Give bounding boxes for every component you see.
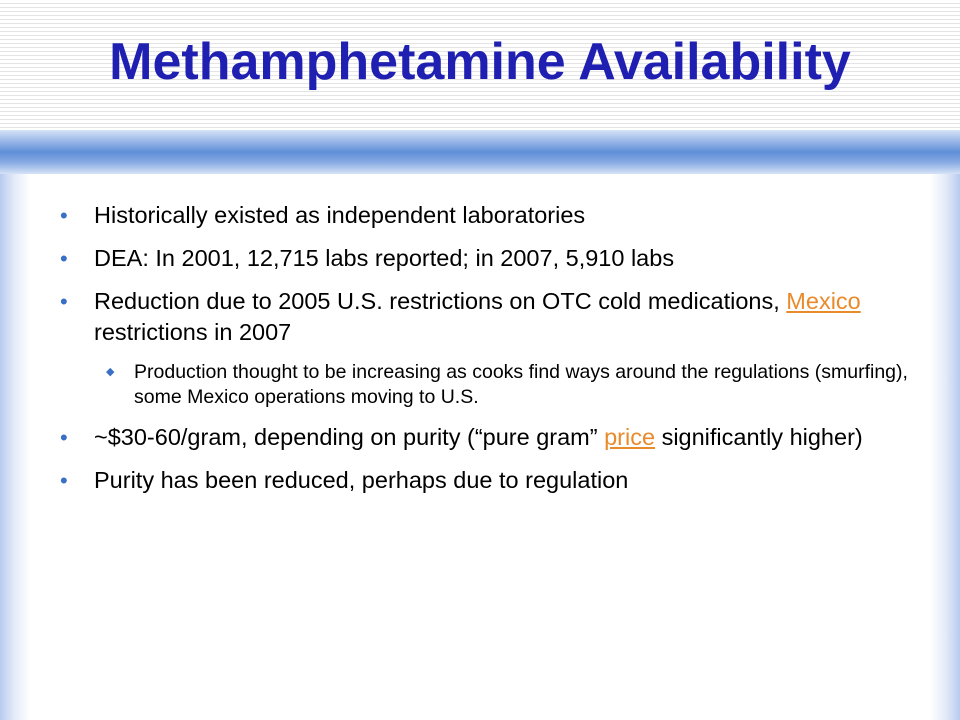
- bullet-text-before: ~$30-60/gram, depending on purity (“pure gram”: [94, 424, 605, 450]
- round-bullet-icon: •: [60, 203, 68, 228]
- slide-content: [60, 200, 920, 508]
- list-item: [60, 286, 920, 410]
- list-item: [60, 465, 920, 496]
- round-bullet-icon: •: [60, 425, 68, 450]
- bullet-text: Historically existed as independent laboratories: [94, 202, 586, 228]
- bullet-text: DEA: In 2001, 12,715 labs reported; in 2007, 5,910 labs: [94, 245, 675, 271]
- sub-bullet-text: Production thought to be increasing as cooks find ways around the regulations (smurfing), some Mexico operations moving to U.S.: [134, 361, 908, 408]
- round-bullet-icon: •: [60, 289, 68, 314]
- round-bullet-icon: •: [60, 468, 68, 493]
- sub-bullet-list: [94, 360, 920, 410]
- diamond-bullet-icon: ◆: [106, 366, 115, 378]
- sub-list-item: [94, 360, 920, 410]
- round-bullet-icon: •: [60, 246, 68, 271]
- bullet-text-after: significantly higher): [655, 424, 863, 450]
- price-link[interactable]: price: [604, 424, 656, 450]
- list-item: [60, 422, 920, 453]
- bullet-text-after: restrictions in 2007: [94, 319, 292, 345]
- bullet-text: Purity has been reduced, perhaps due to regulation: [94, 467, 629, 493]
- list-item: [60, 200, 920, 231]
- bullet-list: [60, 200, 920, 496]
- bullet-text-before: Reduction due to 2005 U.S. restrictions on OTC cold medications,: [94, 288, 787, 314]
- title-area: [0, 0, 960, 130]
- list-item: [60, 243, 920, 274]
- header-band: [0, 130, 960, 174]
- slide-title: Methamphetamine Availability: [109, 33, 851, 91]
- mexico-link[interactable]: Mexico: [786, 288, 861, 314]
